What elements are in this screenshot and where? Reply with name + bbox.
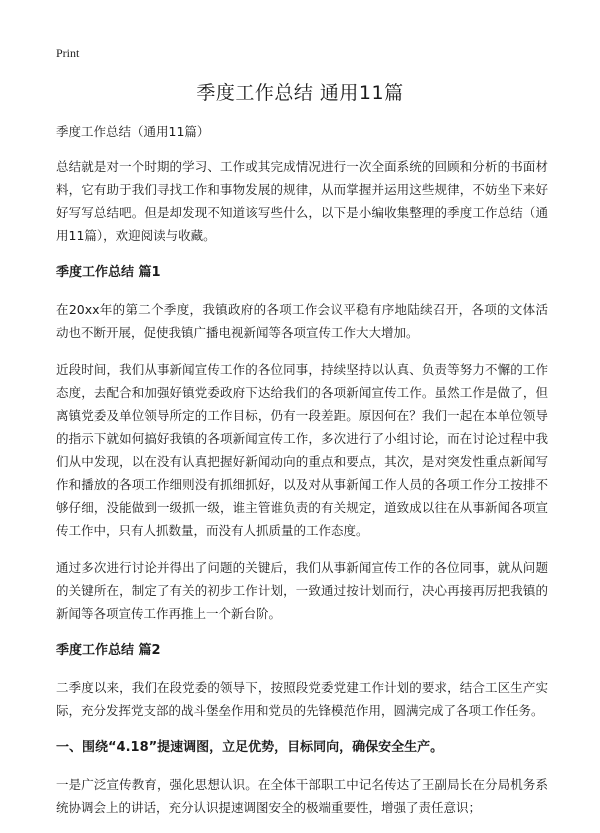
section-2-subheading: 一、围绕“4.18”提速调图，立足优势，目标同向，确保安全生产。 <box>56 740 444 755</box>
section-1-paragraph: 通过多次进行讨论并得出了问题的关键后，我们从事新闻宣传工作的各位同事，就从问题的关键所在，制定了有关的初步工作计划，一致通过按计划而行，决心再接再厉把我镇的新闻等各项宣传工作再推上一个新台阶。 <box>56 560 548 621</box>
intro-paragraph: 总结就是对一个时期的学习、工作或其完成情况进行一次全面系统的回顾和分析的书面材料，它有助于我们寻找工作和事物发展的规律，从而掌握并运用这些规律，不妨坐下来好好写写总结吧。但是却发现不知道该写些什么，以下是小编收集整理的季度工作总结（通用11篇），欢迎阅读与收藏。 <box>56 159 548 243</box>
section-2-paragraph: 二季度以来，我们在段党委的领导下，按照段党委党建工作计划的要求，结合工区生产实际，充分发挥党支部的战斗堡垒作用和党员的先锋模范作用，圆满完成了各项工作任务。 <box>56 680 548 718</box>
section-heading-2: 季度工作总结 篇2 <box>56 643 161 658</box>
print-link[interactable]: Print <box>56 46 80 60</box>
document-subtitle: 季度工作总结（通用11篇） <box>56 124 210 139</box>
document-body <box>56 120 548 833</box>
section-1-paragraph: 近段时间，我们从事新闻宣传工作的各位同事，持续坚持以认真、负责等努力不懈的工作态度，去配合和加强好镇党委政府下达给我们的各项新闻宣传工作。虽然工作是做了，但离镇党委及单位领导所定的工作目标，仍有一段差距。原因何在？我们一起在本单位领导的指示下就如何搞好我镇的各项新闻宣传工作，多次进行了小组讨论，而在讨论过程中我们从中发现，以在没有认真把握好新闻动向的重点和要点，其次，是对突发性重点新闻写作和播放的各项工作细则没有抓细抓好，以及对从事新闻工作人员的各项工作分工按排不够仔细，没能做到一级抓一级，谁主管谁负责的有关规定，道致成以往在从事新闻各项宣传工作中，只有人抓数量，而没有人抓质量的工作态度。 <box>56 362 548 538</box>
section-2-paragraph: 一是广泛宣传教育，强化思想认识。在全体干部职工中记名传达了王副局长在分局机务系统协调会上的讲话，充分认识提速调图安全的极端重要性，增强了责任意识； <box>56 777 548 815</box>
page-title: 季度工作总结 通用11篇 <box>196 82 404 104</box>
section-heading-1: 季度工作总结 篇1 <box>56 265 161 280</box>
section-1-paragraph: 在20xx年的第二个季度，我镇政府的各项工作会议平稳有序地陆续召开，各项的文体活动也不断开展，促使我镇广播电视新闻等各项宣传工作大大增加。 <box>56 302 548 340</box>
